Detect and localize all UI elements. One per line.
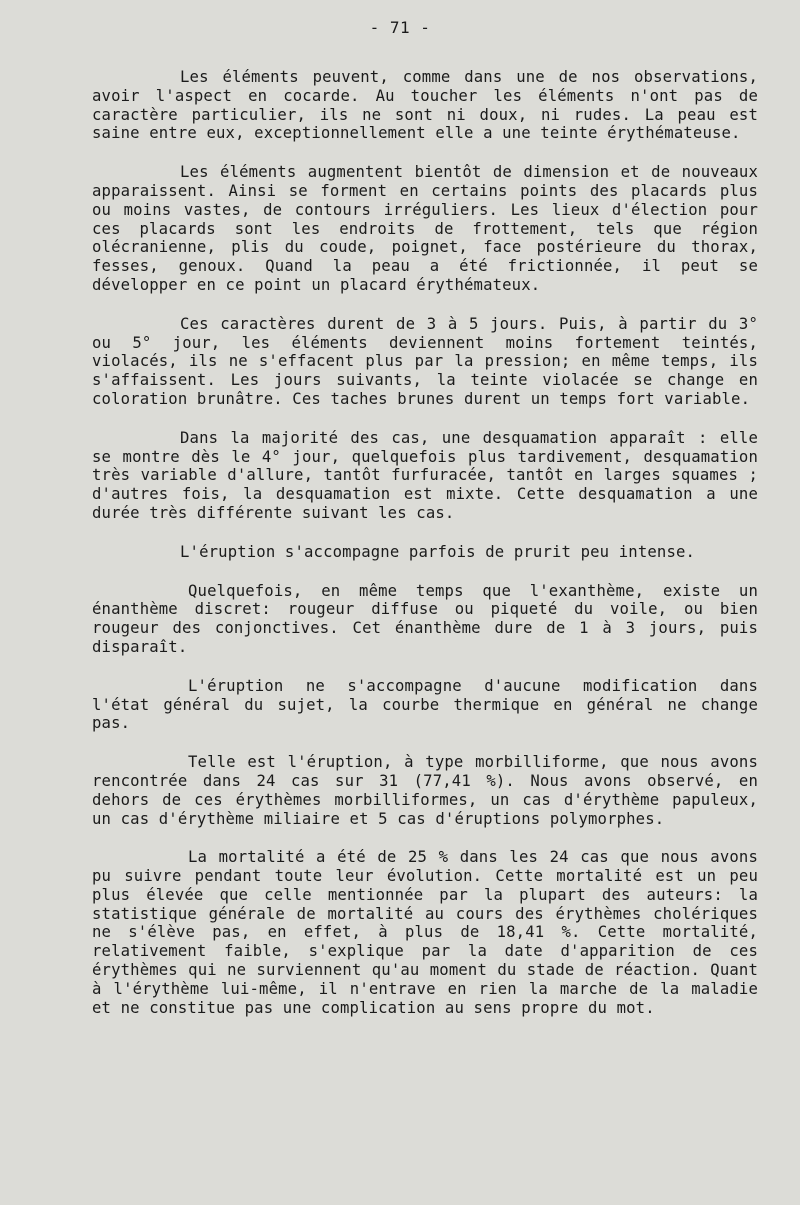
paragraph-3: Ces caractères durent de 3 à 5 jours. Puis, à partir du 3° ou 5° jour, les éléments deviennent moins fortement teintés, violacés, ils ne s'effacent plus par la pression; en même temps, ils s'affaissent. Les jours suivants, la teinte violacée se change en coloration brunâtre. Ces taches brunes durent un temps fort variable. xyxy=(92,314,758,408)
paragraph-2: Les éléments augmentent bientôt de dimension et de nouveaux apparaissent. Ainsi se forment en certains points des placards plus ou moins vastes, de contours irréguliers. Les lieux d'élection pour ces placards sont les endroits de frottement, tels que région olécranienne, plis du coude, poignet, face postérieure du thorax, fesses, genoux. Quand la peau a été frictionnée, il peut se développer en ce point un placard érythémateux. xyxy=(92,163,758,294)
paragraph-1: Les éléments peuvent, comme dans une de nos observations, avoir l'aspect en cocarde. Au toucher les éléments n'ont pas de caractère particulier, ils ne sont ni doux, ni rudes. La peau est saine entre eux, exceptionnellement elle a une teinte érythémateuse. xyxy=(92,68,758,143)
paragraph-8: Telle est l'éruption, à type morbilliforme, que nous avons rencontrée dans 24 cas sur 31 (77,41 %). Nous avons observé, en dehors de ces érythèmes morbilliformes, un cas d'érythème papuleux, un cas d'érythème miliaire et 5 cas d'éruptions polymorphes. xyxy=(92,753,758,828)
paragraph-7: L'éruption ne s'accompagne d'aucune modification dans l'état général du sujet, la courbe thermique en général ne change pas. xyxy=(92,676,758,733)
page-number: - 71 - xyxy=(369,18,431,37)
paragraph-4: Dans la majorité des cas, une desquamation apparaît : elle se montre dès le 4° jour, quelquefois plus tardivement, desquamation très variable d'allure, tantôt furfuracée, tantôt en larges squames ; d'autres fois, la desquamation est mixte. Cette desquamation a une durée très différente suivant les cas. xyxy=(92,428,758,522)
paragraph-9: La mortalité a été de 25 % dans les 24 cas que nous avons pu suivre pendant toute leur évolution. Cette mortalité est un peu plus élevée que celle mentionnée par la plupart des auteurs: la statistique générale de mortalité au cours des érythèmes cholériques ne s'élève pas, en effet, à plus de 18,41 %. Cette mortalité, relativement faible, s'explique par la date d'apparition de ces érythèmes qui ne surviennent qu'au moment du stade de réaction. Quant à l'érythème lui-même, il n'entrave en rien la marche de la maladie et ne constitue pas une complication au sens propre du mot. xyxy=(92,848,758,1017)
paragraph-5: L'éruption s'accompagne parfois de prurit peu intense. xyxy=(180,542,696,561)
page-body xyxy=(92,68,758,1017)
paragraph-6: Quelquefois, en même temps que l'exanthème, existe un énanthème discret: rougeur diffuse ou piqueté du voile, ou bien rougeur des conjonctives. Cet énanthème dure de 1 à 3 jours, puis disparaît. xyxy=(92,581,758,656)
